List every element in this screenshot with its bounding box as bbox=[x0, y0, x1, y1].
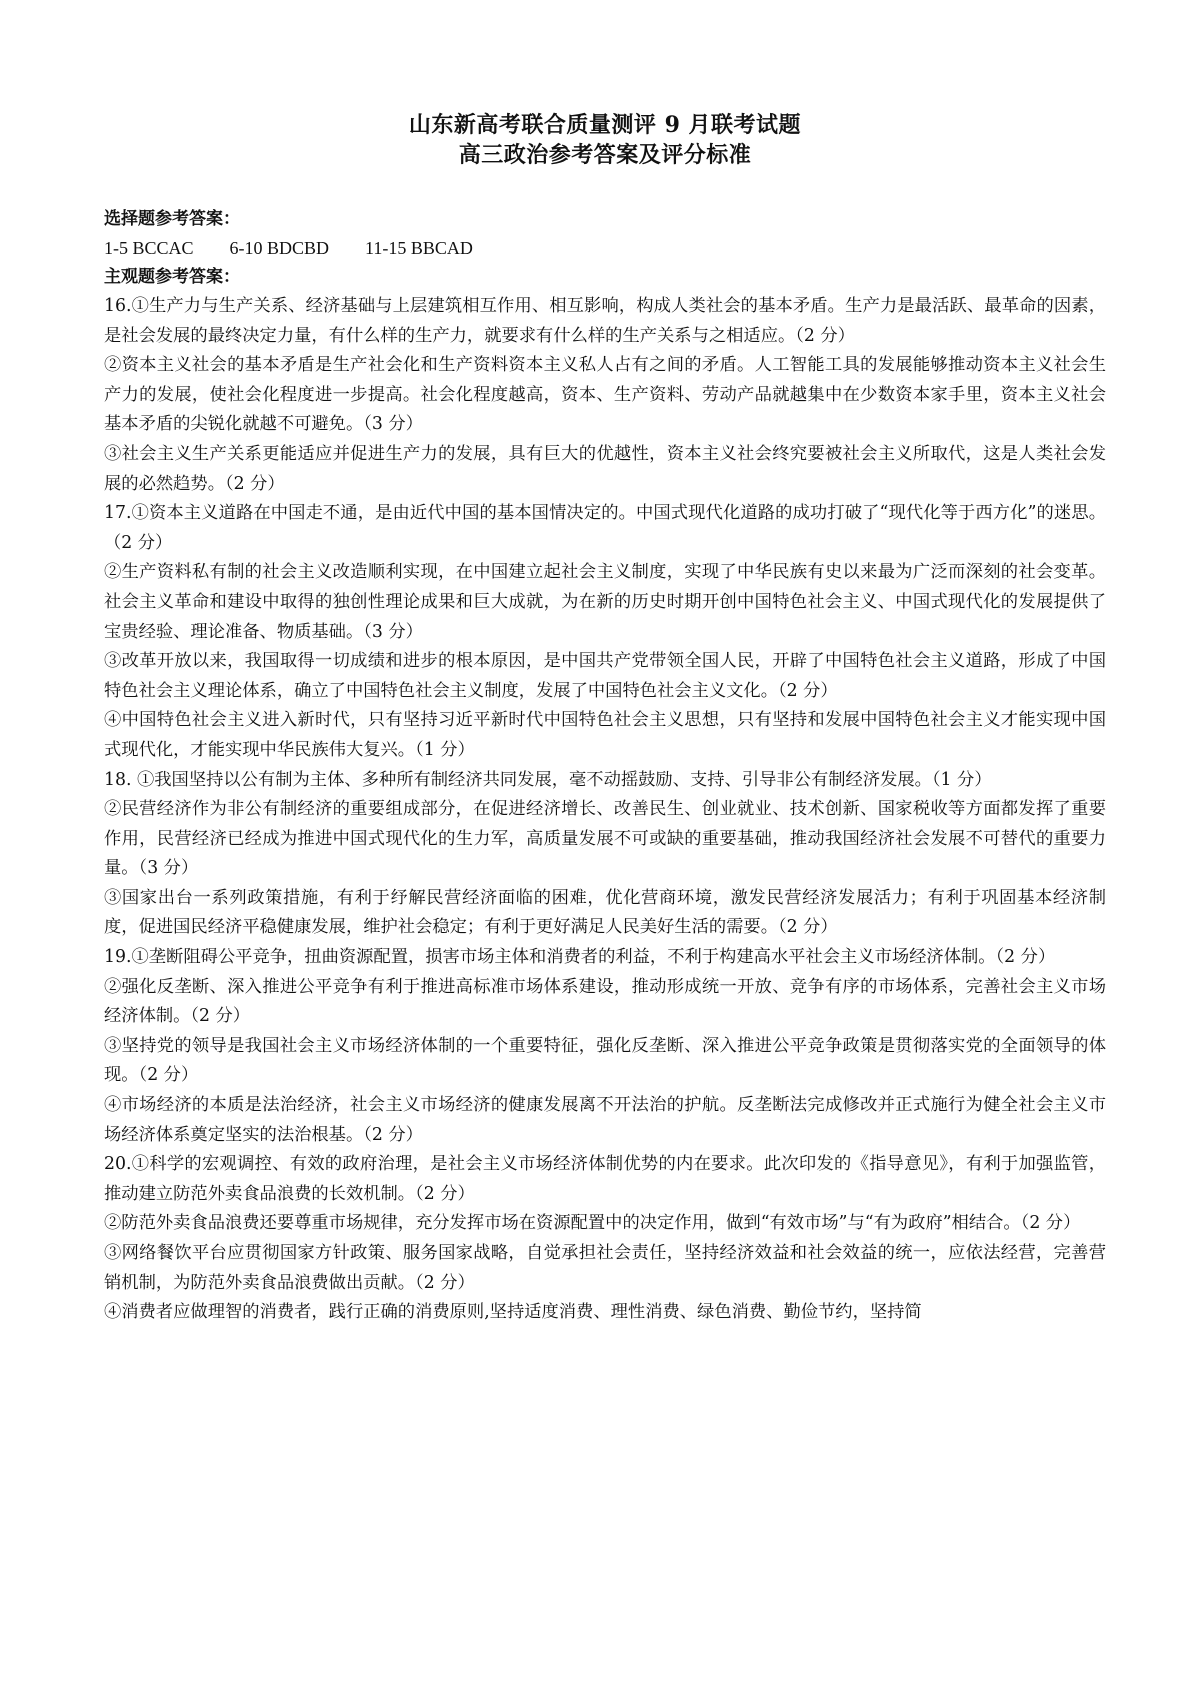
answer-paragraph: ②防范外卖食品浪费还要尊重市场规律，充分发挥市场在资源配置中的决定作用，做到“有效市场”与“有为政府”相结合。（2 分） bbox=[104, 1213, 1081, 1234]
objective-answers: 1-5 BCCAC 6-10 BDCBD 11-15 BBCAD bbox=[104, 238, 473, 258]
answer-paragraph: 17.①资本主义道路在中国走不通，是由近代中国的基本国情决定的。中国式现代化道路的成功打破了“现代化等于西方化”的迷思。（2 分） bbox=[104, 503, 1106, 553]
answer-paragraph: 20.①科学的宏观调控、有效的政府治理，是社会主义市场经济体制优势的内在要求。此次印发的《指导意见》，有利于加强监管，推动建立防范外卖食品浪费的长效机制。（2 分） bbox=[104, 1154, 1106, 1204]
subjective-answers bbox=[104, 292, 1106, 1328]
answer-paragraph: ④消费者应做理智的消费者，践行正确的消费原则,坚持适度消费、理性消费、绿色消费、勤俭节约，坚持简 bbox=[104, 1302, 922, 1323]
answer-paragraph: 19.①垄断阻碍公平竞争，扭曲资源配置，损害市场主体和消费者的利益，不利于构建高水平社会主义市场经济体制。（2 分） bbox=[104, 947, 1056, 968]
answer-paragraph: ③社会主义生产关系更能适应并促进生产力的发展，具有巨大的优越性，资本主义社会终究要被社会主义所取代，这是人类社会发展的必然趋势。（2 分） bbox=[104, 443, 1106, 494]
subjective-section-label: 主观题参考答案： bbox=[104, 267, 240, 287]
answer-paragraph: ②生产资料私有制的社会主义改造顺利实现，在中国建立起社会主义制度，实现了中华民族有史以来最为广泛而深刻的社会变革。社会主义革命和建设中取得的独创性理论成果和巨大成就，为在新的历史时期开创中国特色社会主义、中国式现代化的发展提供了宝贵经验、理论准备、物质基础。（3 分） bbox=[104, 562, 1106, 642]
answer-paragraph: ④中国特色社会主义进入新时代，只有坚持习近平新时代中国特色社会主义思想，只有坚持和发展中国特色社会主义才能实现中国式现代化，才能实现中华民族伟大复兴。（1 分） bbox=[104, 710, 1106, 760]
answer-paragraph: ②强化反垄断、深入推进公平竞争有利于推进高标准市场体系建设，推动形成统一开放、竞争有序的市场体系，完善社会主义市场经济体制。（2 分） bbox=[104, 976, 1106, 1027]
answer-paragraph: ②民营经济作为非公有制经济的重要组成部分，在促进经济增长、改善民生、创业就业、技术创新、国家税收等方面都发挥了重要作用，民营经济已经成为推进中国式现代化的生力军，高质量发展不可或缺的重要基础，推动我国经济社会发展不可替代的重要力量。（3 分） bbox=[104, 799, 1106, 879]
exam-title: 山东新高考联合质量测评 9 月联考试题 bbox=[408, 112, 802, 138]
answer-paragraph: ③网络餐饮平台应贯彻国家方针政策、服务国家战略，自觉承担社会责任，坚持经济效益和社会效益的统一，应依法经营，完善营销机制，为防范外卖食品浪费做出贡献。（2 分） bbox=[104, 1243, 1106, 1293]
answer-paragraph: ③国家出台一系列政策措施，有利于纾解民营经济面临的困难，优化营商环境，激发民营经济发展活力；有利于巩固基本经济制度，促进国民经济平稳健康发展，维护社会稳定；有利于更好满足人民美好生活的需要。（2 分） bbox=[104, 887, 1106, 938]
answer-paragraph: ③坚持党的领导是我国社会主义市场经济体制的一个重要特征，强化反垄断、深入推进公平竞争政策是贯彻落实党的全面领导的体现。（2 分） bbox=[104, 1035, 1106, 1086]
answer-paragraph: 16.①生产力与生产关系、经济基础与上层建筑相互作用、相互影响，构成人类社会的基本矛盾。生产力是最活跃、最革命的因素，是社会发展的最终决定力量，有什么样的生产力，就要求有什么样的生产关系与之相适应。（2 分） bbox=[104, 296, 1106, 346]
exam-subtitle: 高三政治参考答案及评分标准 bbox=[458, 142, 752, 168]
answer-paragraph: 18. ①我国坚持以公有制为主体、多种所有制经济共同发展，毫不动摇鼓励、支持、引导非公有制经济发展。（1 分） bbox=[104, 769, 992, 790]
answer-paragraph: ④市场经济的本质是法治经济，社会主义市场经济的健康发展离不开法治的护航。反垄断法完成修改并正式施行为健全社会主义市场经济体系奠定坚实的法治根基。（2 分） bbox=[104, 1095, 1106, 1145]
objective-section-label: 选择题参考答案： bbox=[104, 209, 240, 229]
answer-paragraph: ③改革开放以来，我国取得一切成绩和进步的根本原因，是中国共产党带领全国人民，开辟了中国特色社会主义道路，形成了中国特色社会主义理论体系，确立了中国特色社会主义制度，发展了中国特色社会主义文化。（2 分） bbox=[104, 651, 1106, 701]
answer-paragraph: ②资本主义社会的基本矛盾是生产社会化和生产资料资本主义私人占有之间的矛盾。人工智能工具的发展能够推动资本主义社会生产力的发展，使社会化程度进一步提高。社会化程度越高，资本、生产资料、劳动产品就越集中在少数资本家手里，资本主义社会基本矛盾的尖锐化就越不可避免。（3 分） bbox=[104, 355, 1106, 435]
